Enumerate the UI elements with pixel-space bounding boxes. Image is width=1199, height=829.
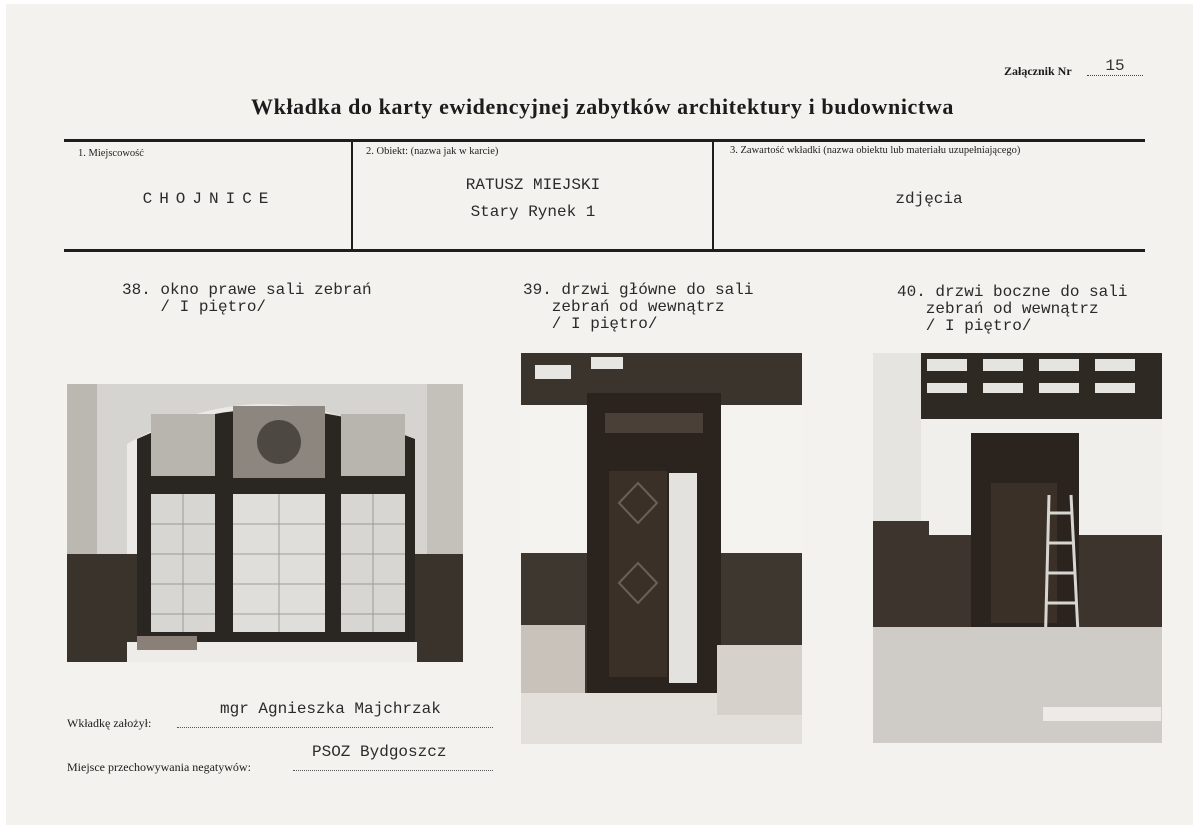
locality-label: 1. Miejscowość xyxy=(78,148,144,159)
main-door-illustration xyxy=(521,353,802,744)
storage-dotted-line xyxy=(293,770,493,771)
object-value xyxy=(354,172,712,226)
founder-label: Wkładkę założył: xyxy=(67,716,152,730)
locality-value: CHOJNICE xyxy=(142,190,276,208)
storage-value: PSOZ Bydgoszcz xyxy=(312,743,447,761)
founder-value: mgr Agnieszka Majchrzak xyxy=(220,700,441,718)
page-title: Wkładka do karty ewidencyjnej zabytków architektury i budownictwa xyxy=(251,94,954,119)
annex-label: Załącznik Nr xyxy=(1004,64,1072,78)
side-door-illustration xyxy=(873,353,1162,743)
photo-caption-38: 38. okno prawe sali zebrań / I piętro/ xyxy=(122,281,372,316)
photo-caption-39: 39. drzwi główne do sali zebrań od wewnątrz / I piętro/ xyxy=(523,281,754,333)
storage-label: Miejsce przechowywania negatywów: xyxy=(67,760,251,774)
content-value: zdjęcia xyxy=(895,190,963,208)
founder-dotted-line xyxy=(177,727,493,728)
object-name: RATUSZ MIEJSKI xyxy=(465,176,601,194)
side-door-photo xyxy=(873,353,1162,743)
top-rule xyxy=(64,139,1145,142)
content-label: 3. Zawartość wkładki (nazwa obiektu lub materiału uzupełniającego) xyxy=(730,145,1021,156)
object-address: Stary Rynek 1 xyxy=(470,203,596,221)
photo-caption-40: 40. drzwi boczne do sali zebrań od wewnątrz / I piętro/ xyxy=(897,283,1128,335)
main-door-photo xyxy=(521,353,802,744)
stained-glass-window-photo xyxy=(67,384,463,662)
object-label: 2. Obiekt: (nazwa jak w karcie) xyxy=(366,146,499,157)
bottom-rule xyxy=(64,249,1145,252)
window-illustration xyxy=(67,384,463,662)
annex-number: 15 xyxy=(1087,57,1143,76)
